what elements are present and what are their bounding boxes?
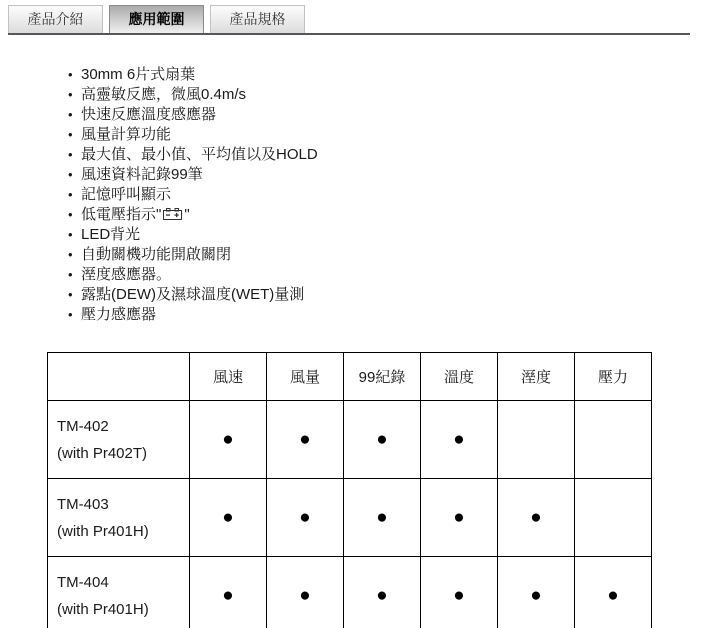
- model-cell: [48, 401, 190, 479]
- table-row-tm404: [48, 557, 652, 628]
- battery-icon: [161, 206, 184, 223]
- feature-dot-cell: ●: [421, 479, 498, 557]
- header-row: [48, 353, 652, 401]
- column-header-air-flow: 風量: [267, 353, 344, 401]
- feature-dot-cell: ●: [267, 479, 344, 557]
- feature-item: • 快速反應溫度感應器: [81, 105, 716, 125]
- feature-dot-cell: [498, 401, 575, 479]
- feature-matrix-table: [47, 352, 652, 628]
- model-cell: [48, 479, 190, 557]
- feature-item: • 風量計算功能: [81, 125, 716, 145]
- model-variant: (with Pr402T): [57, 444, 148, 462]
- feature-dot-cell: [575, 479, 652, 557]
- feature-dot-cell: ●: [267, 557, 344, 628]
- model-name: TM-402: [57, 417, 109, 435]
- feature-dot-cell: ●: [344, 479, 421, 557]
- feature-dot-cell: ●: [421, 401, 498, 479]
- model-variant: (with Pr401H): [57, 600, 149, 618]
- feature-item: • 溼度感應器。: [81, 265, 716, 285]
- feature-dot-cell: ●: [575, 557, 652, 628]
- feature-item: • LED背光: [81, 225, 716, 245]
- column-header-humidity: 溼度: [498, 353, 575, 401]
- feature-dot-cell: ●: [267, 401, 344, 479]
- feature-dot-cell: ●: [344, 557, 421, 628]
- feature-dot-cell: ●: [498, 479, 575, 557]
- feature-item: • 高靈敏反應，微風0.4m/s: [81, 85, 716, 105]
- feature-text-prefix: 低電壓指示": [81, 206, 162, 223]
- feature-dot-cell: ●: [421, 557, 498, 628]
- feature-item: • 自動關機功能開啟關閉: [81, 245, 716, 265]
- feature-item: • 30mm 6片式扇葉: [81, 65, 716, 85]
- feature-dot-cell: ●: [190, 557, 267, 628]
- feature-dot-cell: ●: [190, 479, 267, 557]
- model-name: TM-404: [57, 573, 109, 591]
- column-header-pressure: 壓力: [575, 353, 652, 401]
- model-cell: [48, 557, 190, 628]
- feature-item: • 記憶呼叫顯示: [81, 185, 716, 205]
- feature-dot-cell: ●: [344, 401, 421, 479]
- column-header-model: [48, 353, 190, 401]
- table-row-tm403: [48, 479, 652, 557]
- feature-list: [0, 65, 716, 325]
- feature-item: • 壓力感應器: [81, 305, 716, 325]
- column-header-wind-speed: 風速: [190, 353, 267, 401]
- tab-application-range[interactable]: 應用範圍: [109, 5, 204, 33]
- feature-item: • 最大值、最小值、平均值以及HOLD: [81, 145, 716, 165]
- feature-item: • 風速資料記錄99筆: [81, 165, 716, 185]
- feature-dot-cell: ●: [498, 557, 575, 628]
- column-header-99-records: 99紀錄: [344, 353, 421, 401]
- feature-item: • 露點(DEW)及濕球溫度(WET)量測: [81, 285, 716, 305]
- feature-dot-cell: [575, 401, 652, 479]
- feature-dot-cell: ●: [190, 401, 267, 479]
- table-row-tm402: [48, 401, 652, 479]
- model-name: TM-403: [57, 495, 109, 513]
- feature-item-low-battery: [81, 205, 716, 225]
- feature-text-suffix: ": [184, 206, 190, 223]
- tab-product-specs[interactable]: 產品規格: [210, 5, 305, 33]
- model-variant: (with Pr401H): [57, 522, 149, 540]
- tab-product-intro[interactable]: 產品介紹: [8, 5, 103, 33]
- column-header-temperature: 溫度: [421, 353, 498, 401]
- tab-bar: [8, 0, 690, 35]
